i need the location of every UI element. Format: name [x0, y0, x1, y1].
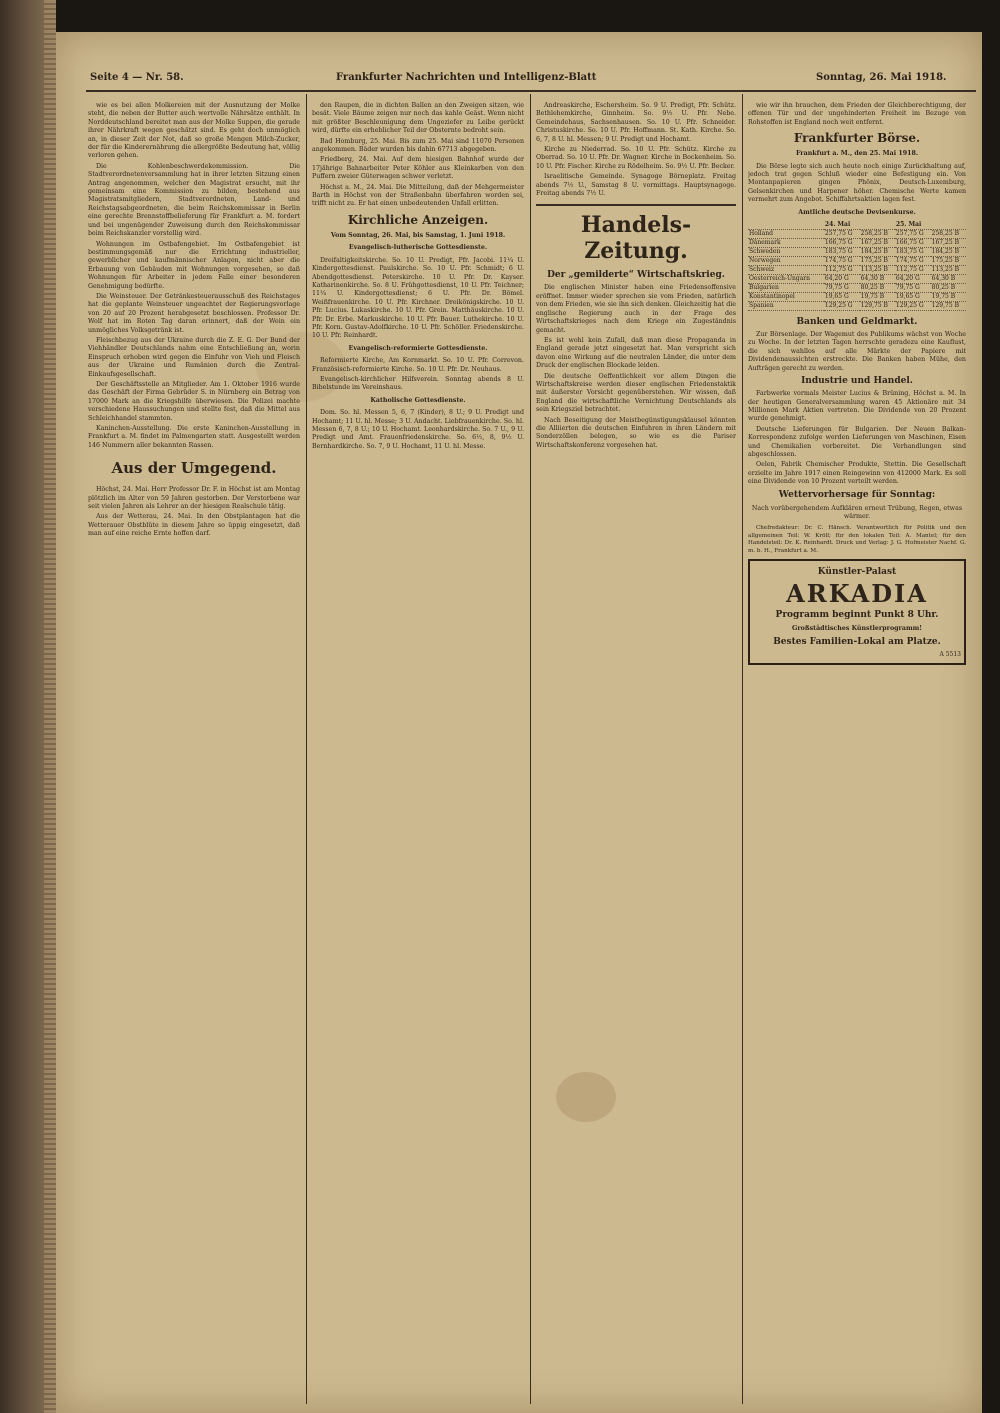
article-paragraph: Andreaskirche, Eschersheim. So. 9 U. Predigt, Pfr. Schütz. Bethlehemkirche, Ginnheim. So. 9½ U. Pfr. Nebe. Gemeindehaus, Sachsenhausen. So. 10 U. Pfr. Schneider. Christuskirche. So. 10 U. Pfr. Hoffmann. St. Kath. Kirche. So. 6, 7, 8 U. hl. Messen; 9 U. Predigt und Hochamt.: [536, 102, 736, 143]
table-cell: 80,25 B: [860, 284, 895, 293]
advertisement: [748, 559, 966, 665]
table-cell: Holland: [748, 230, 824, 239]
section-subheading: Amtliche deutsche Devisenkurse.: [798, 208, 916, 216]
article-paragraph: Die deutsche Oeffentlichkeit vor allem Dingen die Wirtschaftskreise werden dieser englischen Friedenstaktik mit äußerster Vorsicht gegenüberstehen. Wir wissen, daß England die wirtschaftliche Vernichtung Deutschlands als sein Kriegsziel betrachtet.: [536, 372, 736, 414]
table-cell: 24. Mai: [824, 221, 860, 230]
table-cell: 19,65 G: [824, 293, 860, 302]
article-paragraph: Kaninchen-Ausstellung. Die erste Kaninchen-Ausstellung in Frankfurt a. M. findet im Palmengarten statt. Ausgestellt werden 146 Nummern aller bekannten Rassen.: [88, 425, 300, 449]
article-paragraph: Nach Beseitigung der Meistbegünstigungsklausel könnten die Alliierten die deutschen Einfuhren in ihren Ländern mit Sonderzöllen belegen, so wie es die Pariser Wirtschaftskonferenz vorgesehen hat.: [536, 416, 736, 449]
table-cell: 174,75 G: [895, 257, 931, 266]
imprint: Chefredakteur: Dr. C. Hänsch. Verantwortlich für Politik und den allgemeinen Teil: W. Kröll; für den lokalen Teil: A. Mantel; für den Handelsteil: Dr. K. Reinhardt. Druck und Verlag: J. G. Hofmeister Nachf. G. m. b. H., Frankfurt a. M.: [748, 525, 966, 554]
table-cell: 183,75 G: [824, 248, 860, 257]
article-paragraph: Höchst a. M., 24. Mai. Die Mitteilung, daß der Mehgermeister Barth in Höchst von der Straßenbahn überfahren worden sei, trifft nicht zu. Er hat einen unbedeutenden Unfall erlitten.: [312, 183, 524, 208]
article-paragraph: Friedberg, 24. Mai. Auf dem hiesigen Bahnhof wurde der 17jährige Bahnarbeiter Peter Köhler aus Kleinkarben von den Puffern zweier Güterwagen schwer verletzt.: [312, 156, 524, 181]
table-cell: 64,30 B: [931, 275, 966, 284]
table-cell: 257,75 G: [824, 230, 860, 239]
table-cell: 167,25 B: [860, 239, 895, 248]
section-subheading: Evangelisch-reformierte Gottesdienste.: [348, 344, 488, 352]
table-cell: 19,75 B: [860, 293, 895, 302]
table-cell: 183,75 G: [895, 248, 931, 257]
table-row: [748, 239, 966, 248]
ad-code: A 5513: [939, 651, 961, 659]
article-paragraph: Es ist wohl kein Zufall, daß man diese Propaganda in England gerade jetzt eingesetzt hat. Man verspricht sich davon eine Wirkung auf die neutralen Länder, die unter dem Druck der englischen Blockade leiden.: [536, 336, 736, 370]
table-cell: Norwegen: [748, 257, 824, 266]
article-paragraph: den Raupen, die in dichten Ballen an den Zweigen sitzen, wie besät. Viele Bäume zeigen nur noch das kahle Geäst. Wenn nicht mit größter Beschleunigung dem Ungeziefer zu Leibe gerückt wird, dürfte ein erheblicher Teil der Obsternte bedroht sein.: [312, 102, 524, 135]
article-paragraph: Israelitische Gemeinde. Synagoge Börneplatz. Freitag abends 7½ U., Samstag 8 U. vormittags. Hauptsynagoge. Freitag abends 7½ U.: [536, 173, 736, 198]
table-cell: 257,75 G: [895, 230, 931, 239]
table-cell: 184,25 B: [860, 248, 895, 257]
table-cell: 258,25 B: [860, 230, 895, 239]
article-paragraph: Die Börse legte sich auch heute noch einige Zurückhaltung auf, jedoch trat gegen Schluß wieder eine Befestigung ein. Von Montanpapieren gingen Phönix, Deutsch-Luxemburg, Gelsenkirchen und Harpener höher. Chemische Werte kamen vermehrt zum Angebot. Schiffahrtsaktien lagen fest.: [748, 162, 966, 204]
article-paragraph: wie es bei allen Molkereien mit der Ausnutzung der Molke steht, die neben der Butter auch wertvolle Nährsätze enthält. In Norddeutschland bereitet man aus der Molke Suppen, die gerade ihrer Nährkraft wegen geschätzt sind. Es geht doch unmöglich an, in dieser Zeit der Not, daß so große Mengen Milch-Zucker, der für die Kinderernährung die allergrößte Bedeutung hat, völlig verloren gehen.: [88, 102, 300, 160]
table-row: [748, 275, 966, 284]
article-paragraph: Farbwerke vormals Meister Lucius & Brüning, Höchst a. M. In der heutigen Generalversammlung waren 45 Aktionäre mit 34 Millionen Mark Aktien vertreten. Die Dividende von 20 Prozent wurde genehmigt.: [748, 390, 966, 423]
article-paragraph: Dreifaltigkeitskirche. So. 10 U. Predigt, Pfr. Jacobi. 11¼ U. Kindergottesdienst. Paulskirche. So. 10 U. Pfr. Schmidt; 6 U. Abendgottesdienst. Peterskirche. 10 U. Pfr. Dr. Kayser. Katharinenkirche. So. 8 U. Frühgottesdienst, 10 U. Pfr. Teichner; 11¼ U. Kindergottesdienst; 6 U. Pfr. Dr. Bömel. Weißfrauenkirche. 10 U. Pfr. Kirchner. Dreikönigskirche. 10 U. Pfr. Lucius. Lukaskirche. 10 U. Pfr. Grein. Matthäuskirche. 10 U. Pfr. Dr. Erbe. Markuskirche. 10 U. Pfr. Bauer. Luthekirche. 10 U. Pfr. Korn. Gustav-Adolfkirche. 10 U. Pfr. Schöller. Friedenskirche. 10 U. Pfr. Reinhardt.: [312, 256, 524, 340]
section-heading: Banken und Geldmarkt.: [796, 317, 918, 328]
article-paragraph: Die Kohlenbeschwerdekommission. Die Stadtverordnetenversammlung hat in ihrer letzten Sitzung einen Antrag angenommen, welcher den Magistrat ersucht, mit ihr gemeinsam eine Kommission zu bilden, bestehend aus Magistratsmitgliedern, Stadtverordneten, Land- und Reichstagsabgeordneten, die beim Reichskommissar in Berlin eine gerechte Brennstoffbelieferung für Frankfurt a. M. fordert und bei ungenügender Zuweisung durch den Reichskommissar beim Reichskanzler vorstellig wird.: [88, 162, 300, 238]
section-heading: Handels-Zeitung.: [580, 212, 692, 265]
column-rule: [530, 94, 531, 1404]
table-cell: 175,25 B: [860, 257, 895, 266]
table-row: [748, 230, 966, 239]
table-cell: 25. Mai: [895, 221, 931, 230]
section-subheading: Der „gemilderte“ Wirtschaftskrieg.: [547, 270, 725, 281]
table-header-row: [748, 221, 966, 230]
article-paragraph: Wohnungen im Ostbafengebiet. Im Ostbafengebiet ist bestimmungsgemäß nur die Errichtung industrieller, gewerblicher und kaufmännischer Anlagen, nicht aber die Erbauung von Gebäuden mit Wohnungen vorgesehen, so daß Wohnungen für Arbeiter in jedem Falle einer besonderen Genehmigung bedürfte.: [88, 240, 300, 290]
table-row: [748, 302, 966, 311]
section-heading: Industrie und Handel.: [801, 376, 913, 387]
column-rule: [742, 94, 743, 1404]
table-cell: Dänemark: [748, 239, 824, 248]
column-2: [312, 102, 524, 1402]
table-cell: [748, 221, 824, 230]
table-row: [748, 257, 966, 266]
table-cell: Bulgarien: [748, 284, 824, 293]
table-cell: 174,75 G: [824, 257, 860, 266]
section-subheading: Frankfurt a. M., den 25. Mai 1918.: [795, 150, 919, 158]
issue-date: Sonntag, 26. Mai 1918.: [816, 72, 947, 83]
table-cell: [931, 221, 966, 230]
table-cell: 79,75 G: [824, 284, 860, 293]
article-paragraph: Oelen, Fabrik Chemischer Produkte, Stettin. Die Gesellschaft erzielte im Jahre 1917 einen Reingewinn von 412000 Mark. Es soll eine Dividende von 10 Prozent verteilt werden.: [748, 461, 966, 486]
section-heading: Frankfurter Börse.: [793, 131, 921, 146]
ad-line: Programm beginnt Punkt 8 Uhr.: [775, 610, 939, 620]
article-paragraph: Dom. So. hl. Messen 5, 6, 7 (Kinder), 8 U.; 9 U. Predigt und Hochamt; 11 U. hl. Messe; 3 U. Andacht. Liebfrauenkirche. So. hl. Messen 6, 7, 8 U.; 10 U. Hochamt. Leonhardskirche. So. 7 U., 9 U. Predigt und Amt. Frauenfriedenskirche. So. 6½, 8, 9½ U. Bernhardkirche. So. 7, 9 U. Hochamt, 11 U. hl. Messe.: [312, 409, 524, 450]
table-cell: 112,75 G: [895, 266, 931, 275]
table-cell: Oesterreich-Ungarn: [748, 275, 824, 284]
column-3: [536, 102, 736, 1402]
table-cell: 113,25 B: [860, 266, 895, 275]
table-cell: Spanien: [748, 302, 824, 311]
table-cell: 258,25 B: [931, 230, 966, 239]
ad-heading: Künstler-Palast: [817, 567, 897, 577]
article-paragraph: Deutsche Lieferungen für Bulgarien. Der Neuen Balkan-Korrespondenz zufolge werden Lieferungen von Maschinen, Eisen und Chemikalien vorbereitet. Die Verhandlungen sind abgeschlossen.: [748, 425, 966, 458]
table-cell: 113,25 B: [931, 266, 966, 275]
masthead-title: Frankfurter Nachrichten und Intelligenz-Blatt: [336, 72, 597, 83]
column-1: [88, 102, 300, 1402]
table-cell: 64,20 G: [895, 275, 931, 284]
section-heading: Aus der Umgegend.: [111, 459, 277, 478]
article-paragraph: Aus der Wetterau, 24. Mai. In den Obstplantagen hat die Wetterauer Obstblüte in diesem Jahre so üppig eingesetzt, daß man auf eine reiche Ernte hoffen darf.: [88, 513, 300, 538]
article-paragraph: Die Weinsteuer. Der Getränkesteuerausschuß des Reichstages hat die geplante Weinsteuer ungeachtet der Regierungsvorlage von 20 auf 20 Prozent herabgesetzt beschlossen. Professor Dr. Wolf hat im Roten Tag daran erinnert, daß der Wein ein unmögliches Volksgetränk ist.: [88, 292, 300, 334]
table-cell: 129,25 G: [895, 302, 931, 311]
weather-text: Nach vorübergehendem Aufklären erneut Trübung, Regen, etwas wärmer.: [751, 504, 963, 520]
table-cell: [860, 221, 895, 230]
ad-line: Großstädtisches Künstlerprogramm!: [791, 625, 923, 632]
table-row: [748, 284, 966, 293]
table-cell: 64,30 B: [860, 275, 895, 284]
table-row: [748, 266, 966, 275]
table-cell: 184,25 B: [931, 248, 966, 257]
section-heading: Kirchliche Anzeigen.: [347, 212, 489, 227]
newspaper-page: [56, 32, 982, 1413]
page-stack-edge: [44, 0, 56, 1413]
article-paragraph: Evangelisch-kirchlicher Hilfsverein. Sonntag abends 8 U. Bibelstunde im Vereinshaus.: [312, 375, 524, 392]
section-heading: Wettervorhersage für Sonntag:: [778, 489, 936, 500]
table-cell: 19,75 B: [931, 293, 966, 302]
article-paragraph: Fleischbezug aus der Ukraine durch die Z. E. G. Der Bund der Viehhändler Deutschlands nahm eine Entschließung an, worin Einspruch erhoben wird gegen die Einfuhr von Vieh und Fleisch aus der Ukraine und Rumänien durch die Zentral-Einkaufsgesellschaft.: [88, 336, 300, 378]
article-paragraph: Die englischen Minister haben eine Friedensoffensive eröffnet. Immer wieder sprechen sie vom Frieden, natürlich von dem Frieden, wie sie ihn sich denken. Gleichzeitig hat die englische Regierung auch in der Frage des Wirtschaftskrieges nach dem Kriege ein Zugeständnis gemacht.: [536, 284, 736, 334]
table-cell: Konstantinopel: [748, 293, 824, 302]
table-cell: Schweden: [748, 248, 824, 257]
table-cell: 64,20 G: [824, 275, 860, 284]
ad-line: Bestes Familien-Lokal am Platze.: [773, 637, 941, 648]
article-paragraph: Höchst, 24. Mai. Herr Professor Dr. F. in Höchst ist am Montag plötzlich im Alter von 59 Jahren gestorben. Der Verstorbene war seit vielen Jahren als Lehrer an der hiesigen Realschule tätig.: [88, 486, 300, 511]
article-paragraph: Bad Homburg, 25. Mai. Bis zum 25. Mai sind 11070 Personen angekommen. Bäder wurden bis dahin 67713 abgegeben.: [312, 137, 524, 154]
table-cell: 166,75 G: [895, 239, 931, 248]
table-cell: 175,25 B: [931, 257, 966, 266]
header-rule: [86, 90, 976, 92]
section-subheading: Katholische Gottesdienste.: [370, 396, 466, 404]
article-paragraph: wie wir ihn brauchen, dem Frieden der Gleichberechtigung, der offenen Tür und der ungehinderten Freiheit im Bezuge von Rohstoffen ist England noch weit entfernt.: [748, 102, 966, 126]
column-4: [748, 102, 966, 1402]
table-cell: 80,25 B: [931, 284, 966, 293]
table-cell: 167,25 B: [931, 239, 966, 248]
exchange-rate-table: [748, 221, 966, 311]
article-paragraph: Der Geschäftsstelle an Mitglieder. Am 1. Oktober 1916 wurde das Geschäft der Firma Gebrüder S. in Nürnberg ein Betrag von 17000 Mark an die Kriegshilfe überwiesen. Die Polizei machte verschiedene Haussuchungen und stellte fest, daß die Mittel aus Schleichhandel stammten.: [88, 381, 300, 422]
table-cell: 79,75 G: [895, 284, 931, 293]
table-cell: 129,75 B: [860, 302, 895, 311]
table-cell: 166,75 G: [824, 239, 860, 248]
section-subheading: Vom Sonntag, 26. Mai, bis Samstag, 1. Juni 1918.: [330, 231, 506, 239]
table-cell: Schweiz: [748, 266, 824, 275]
column-rule: [306, 94, 307, 1404]
article-paragraph: Kirche zu Niederrad. So. 10 U. Pfr. Schütz. Kirche zu Oberrad. So. 10 U. Pfr. Dr. Wagner. Kirche in Bockenheim. So. 10 U. Pfr. Fischer. Kirche zu Rödelheim. So. 9½ U. Pfr. Becker.: [536, 146, 736, 170]
article-paragraph: Reformierte Kirche, Am Kornmarkt. So. 10 U. Pfr. Correvon. Französisch-reformierte Kirche. So. 10 U. Pfr. Dr. Neuhaus.: [312, 357, 524, 373]
table-cell: 19,65 G: [895, 293, 931, 302]
table-cell: 129,75 B: [931, 302, 966, 311]
article-paragraph: Zur Börsenlage. Der Wagemut des Publikums wächst von Woche zu Woche. In der letzten Tagen herrschte geradezu eine Kauflust, die sich wahllos auf alle Märkte der Papiere mit Dividendenaussichten erstreckte. Die Banken haben Mühe, den Aufträgen gerecht zu werden.: [748, 331, 966, 372]
section-subheading: Evangelisch-lutherische Gottesdienste.: [348, 244, 488, 252]
table-cell: 129,25 G: [824, 302, 860, 311]
table-cell: 112,75 G: [824, 266, 860, 275]
table-row: [748, 248, 966, 257]
ad-title: ARKADIA: [786, 579, 928, 608]
section-rule: [536, 204, 736, 206]
table-row: [748, 293, 966, 302]
page-number: Seite 4 — Nr. 58.: [90, 72, 184, 83]
